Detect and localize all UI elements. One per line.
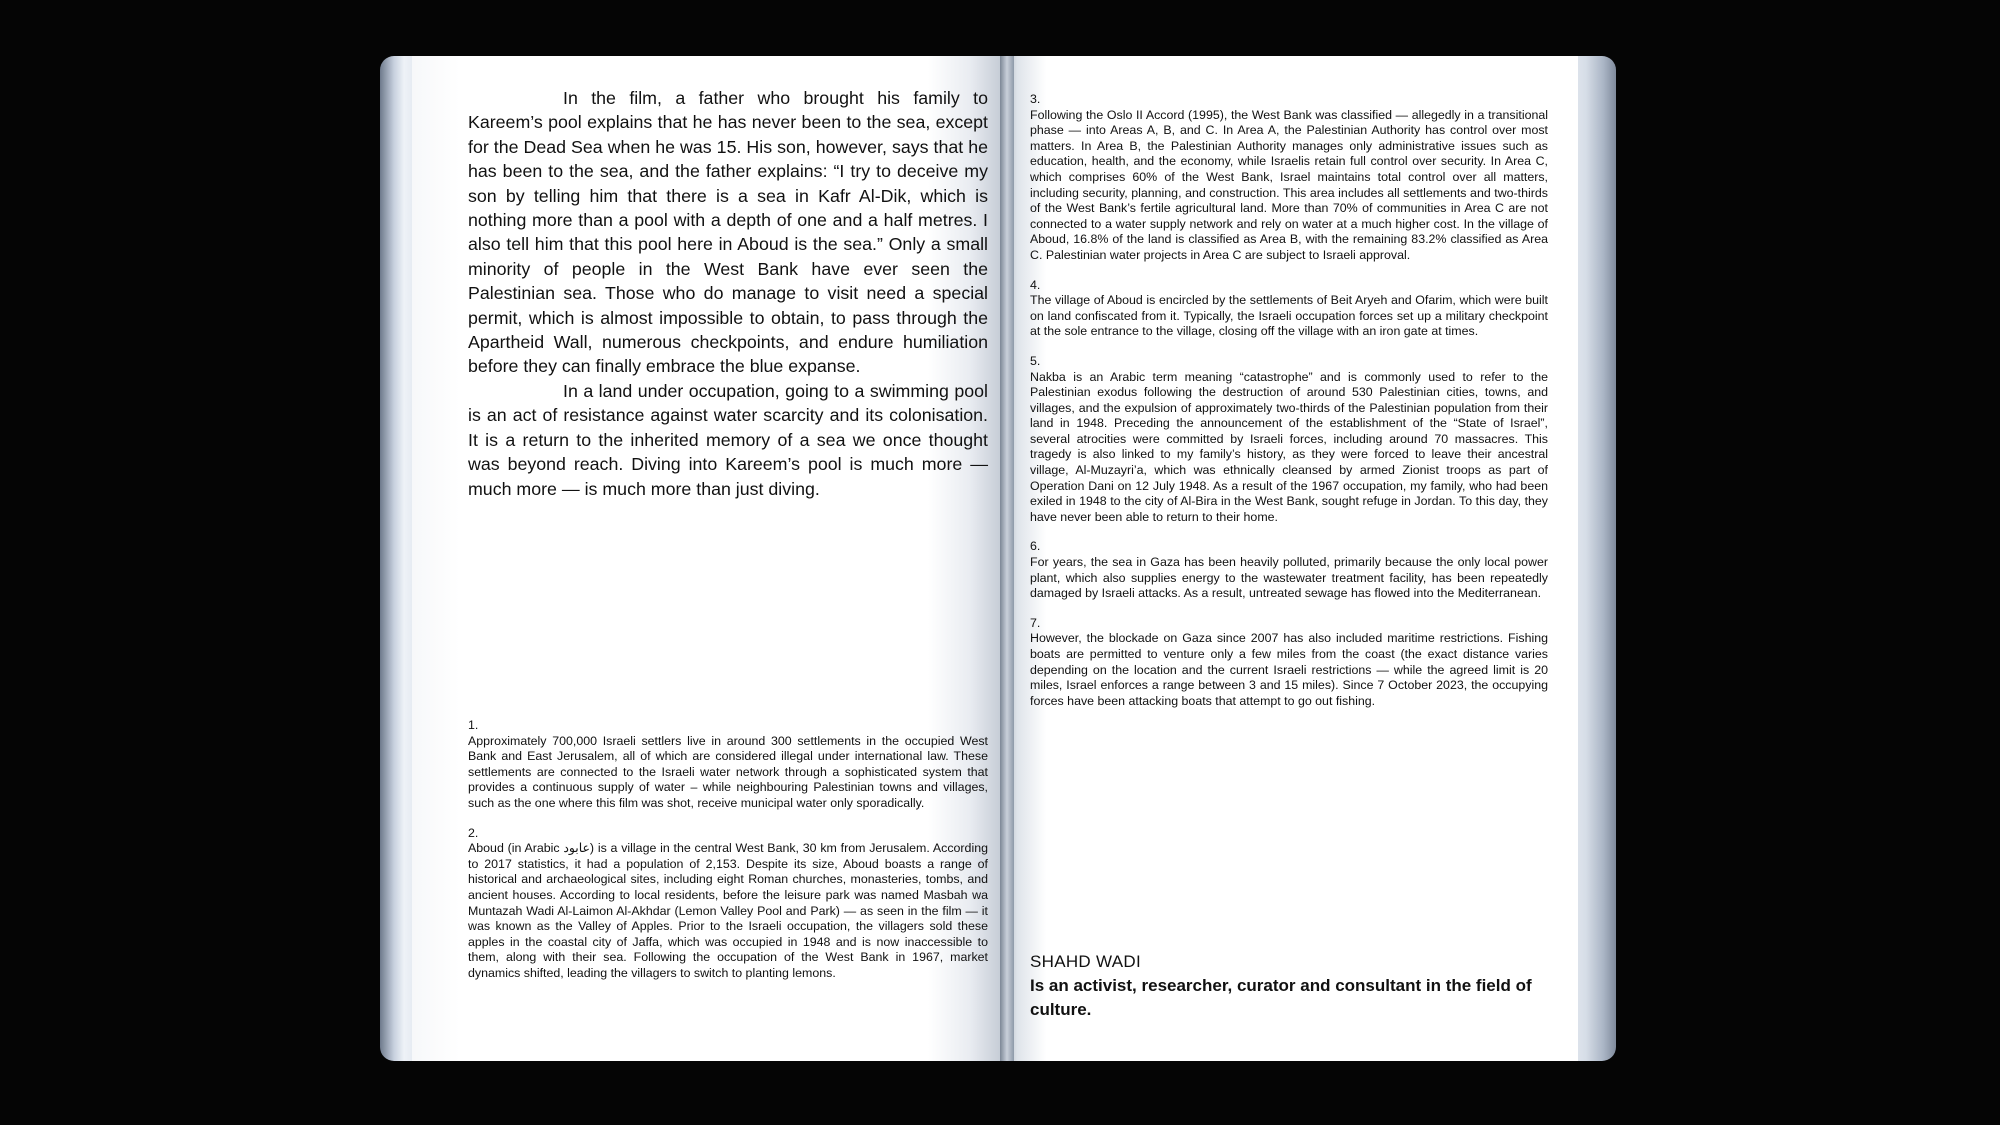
footnote-text: Nakba is an Arabic term meaning “catastrophe” and is commonly used to refer to the Palestinian exodus following the destruction of around 530 Palestinian cities, towns, and villages, and the expulsion of approximately two-thirds of the Palestinian population from their land in 1948. Preceding the announcement of the establishment of the “State of Israel”, several atrocities were committed by Israeli forces, including around 70 massacres. This tragedy is also linked to my family’s history, as they were forced to leave their ancestral village, Al-Muzayri’a, which was ethnically cleansed by armed Zionist troops as part of Operation Dani on 12 July 1948. As a result of the 1967 occupation, my family, who had been exiled in 1948 to the city of Al-Bira in the West Bank, sought refuge in Jordan. To this day, they have never been able to return to their home.: [1030, 369, 1548, 524]
author-name: SHAHD WADI: [1030, 952, 1141, 971]
author-description: Is an activist, researcher, curator and consultant in the field of culture.: [1030, 976, 1532, 1019]
footnote-number: 4.: [1030, 277, 1041, 292]
footnote-number: 7.: [1030, 615, 1041, 630]
author-bio: [1030, 950, 1550, 1022]
footnote: [1030, 539, 1548, 601]
paragraph: In a land under occupation, going to a swimming pool is an act of resistance against water scarcity and its colonisation. It is a return to the inherited memory of a sea we once thought was beyond reach. Diving into Kareem’s pool is much more — much more — is much more than just diving.: [468, 380, 988, 499]
footnote: [468, 826, 988, 982]
footnote-number: 3.: [1030, 92, 1041, 106]
footnote-text: For years, the sea in Gaza has been heavily polluted, primarily because the only local power plant, which also supplies energy to the wastewater treatment facility, has been repeatedly damaged by Israeli attacks. As a result, untreated sewage has flowed into the Mediterranean.: [1030, 555, 1548, 601]
footnote-text: Approximately 700,000 Israeli settlers live in around 300 settlements in the occupied West Bank and East Jerusalem, all of which are considered illegal under international law. These settlements are connected to the Israeli water network through a sophisticated system that provides a continuous supply of water – while neighbouring Palestinian towns and villages, such as the one where this film was shot, receive municipal water only sporadically.: [468, 733, 988, 810]
essay-body: [468, 86, 988, 501]
footnote-text: Following the Oslo II Accord (1995), the West Bank was classified — allegedly in a transitional phase — into Areas A, B, and C. In Area A, the Palestinian Authority has control over most matters. In Area B, the Palestinian Authority manages only administrative issues such as education, health, and the economy, while Israelis retain full control over security. In Area C, which comprises 60% of the West Bank, Israel maintains total control over all matters, including security, planning, and construction. This area includes all settlements and two-thirds of the West Bank’s fertile agricultural land. More than 70% of communities in Area C are not connected to a water supply network and rely on water at a much higher cost. In the village of Aboud, 16.8% of the land is classified as Area B, with the remaining 83.2% classified as Area C. Palestinian water projects in Area C are subject to Israeli approval.: [1030, 107, 1548, 262]
footnotes-right: [1030, 92, 1548, 723]
footnote: [1030, 616, 1548, 710]
footnote-number: 6.: [1030, 539, 1041, 554]
right-page: [1000, 56, 1578, 1061]
footnotes-left: [468, 718, 988, 996]
footnote-number: 2.: [468, 825, 479, 840]
left-page: [412, 56, 1012, 1061]
paragraph: In the film, a father who brought his family to Kareem’s pool explains that he has never been to the sea, except for the Dead Sea when he was 15. His son, however, says that he has been to the sea, and the father explains: “I try to deceive my son by telling him that there is a sea in Kafr Al-Dik, which is nothing more than a pool with a depth of one and a half metres. I also tell him that this pool here in Aboud is the sea.” Only a small minority of people in the West Bank have ever seen the Palestinian sea. Those who do manage to visit need a special permit, which is almost impossible to obtain, to pass through the Apartheid Wall, numerous checkpoints, and endure humiliation before they can finally embrace the blue expanse.: [468, 88, 988, 377]
footnote-text: The village of Aboud is encircled by the settlements of Beit Aryeh and Ofarim, which were built on land confiscated from it. Typically, the Israeli occupation forces set up a military checkpoint at the sole entrance to the village, closing off the village with an iron gate at times.: [1030, 293, 1548, 339]
footnote: [1030, 278, 1548, 340]
footnote-text: Aboud (in Arabic عابود) is a village in the central West Bank, 30 km from Jerusalem. According to 2017 statistics, it had a population of 2,153. Despite its size, Aboud boasts a range of historical and archaeological sites, including eight Roman churches, monasteries, tombs, and ancient houses. According to local residents, before the leisure park was named Masbah wa Muntazah Wadi Al-Laimon Al-Akhdar (Lemon Valley Pool and Park) — as seen in the film — it was known as the Valley of Apples. Prior to the Israeli occupation, the villagers sold these apples in the coastal city of Jaffa, which was occupied in 1948 and is now inaccessible to them, along with their sea. Following the occupation of the West Bank in 1967, market dynamics shifted, leading the villagers to switch to planting lemons.: [468, 841, 988, 980]
footnote: [468, 718, 988, 812]
footnote: [1030, 354, 1548, 526]
footnote-text: However, the blockade on Gaza since 2007 has also included maritime restrictions. Fishing boats are permitted to venture only a few miles from the coast (the exact distance varies depending on the location and the current Israeli restrictions — while the agreed limit is 20 miles, Israel enforces a range between 3 and 15 miles). Since 7 October 2023, the occupying forces have been attacking boats that attempt to go out fishing.: [1030, 631, 1548, 708]
book-gutter: [1000, 56, 1014, 1061]
footnote-number: 5.: [1030, 353, 1041, 368]
footnote-number: 1.: [468, 718, 479, 732]
footnote: [1030, 92, 1548, 264]
